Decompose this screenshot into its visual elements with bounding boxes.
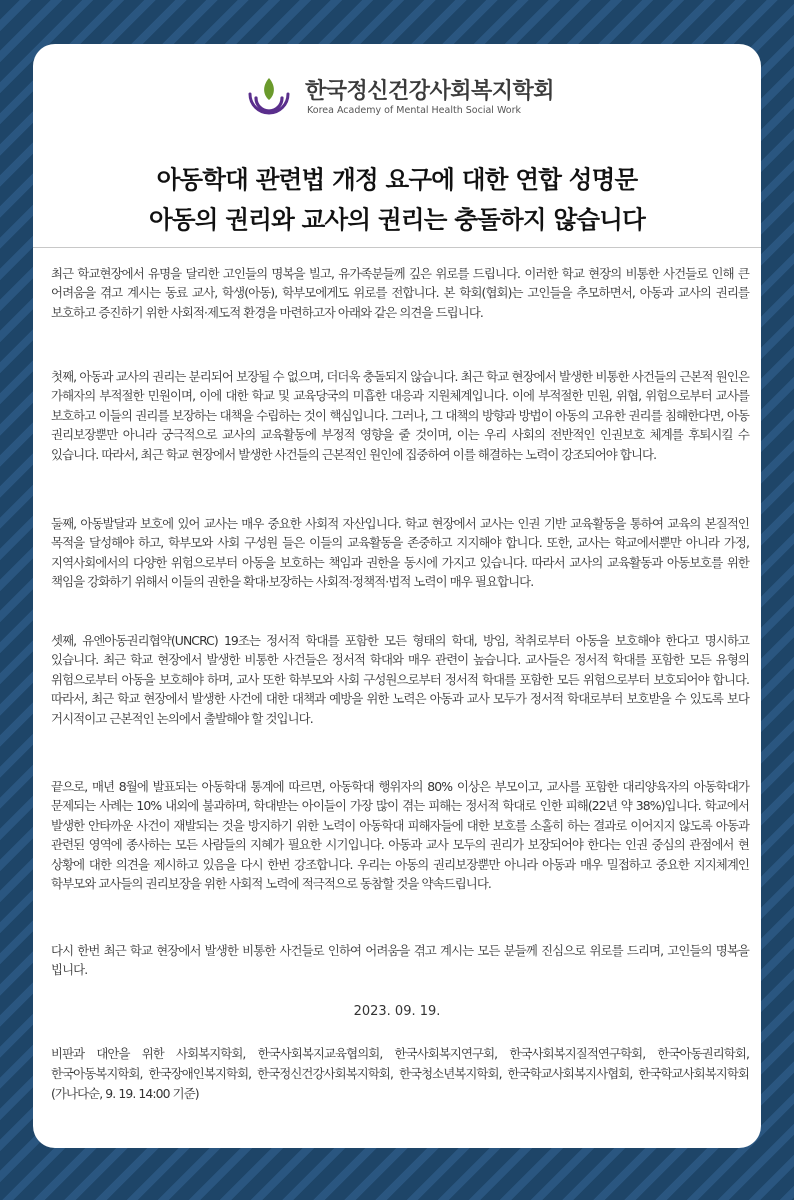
academy-name-korean: 한국정신건강사회복지학회: [305, 79, 555, 104]
paragraph-second: 둘째, 아동발달과 보호에 있어 교사는 매우 중요한 사회적 자산입니다. 학교 현장에서 교사는 인권 기반 교육활동을 통하여 교육의 본질적인 목적을 달성해야 하고, 학부모와 사회 구성원 들은 이들의 교육활동을 존중하고 지지해야 합니다. 또한, 교사는 학교에서뿐만 아니라 가정, 지역사회에서의 다양한 위험으로부터 아동을 보호하는 책임과 권한을 동시에 가지고 있습니다. 따라서 교사의 교육활동과 아동보호를 위한 책임을 강화하기 위해서 이들의 권한을 확대·보장하는 사회적·정책적·법적 노력이 매우 필요합니다.: [51, 516, 749, 590]
paragraph-first: 첫째, 아동과 교사의 권리는 분리되어 보장될 수 없으며, 더더욱 충돌되지 않습니다. 최근 학교 현장에서 발생한 비통한 사건들의 근본적 원인은 가해자의 부적절한 민원이며, 이에 대한 학교 및 교육당국의 미흡한 대응과 지원체계입니다. 이에 부적절한 민원, 위협, 위험으로부터 교사를 보호하고 이들의 권리를 보장하는 대책을 수립하는 것이 핵심입니다. 그러나, 그 대책의 방향과 방법이 아동의 고유한 권리를 침해한다면, 아동 권리보장뿐만 아니라 궁극적으로 교사의 교육활동에 부정적 영향을 줄 것이며, 이는 우리 사회의 전반적인 인권보호 체계를 후퇴시킬 수 있습니다. 따라서, 최근 학교 현장에서 발생한 사건들의 근본적인 원인에 집중하여 이를 해결하는 노력이 강조되어야 합니다.: [51, 369, 749, 462]
statement-title: 아동학대 관련법 개정 요구에 대한 연합 성명문: [156, 165, 638, 194]
title-divider: [33, 247, 761, 248]
paragraph-finally: 끝으로, 매년 8월에 발표되는 아동학대 통계에 따르면, 아동학대 행위자의 80% 이상은 부모이고, 교사를 포함한 대리양육자의 아동학대가 문제되는 사례는 10% 내외에 불과하며, 학대받는 아이들이 가장 많이 겪는 피해는 정서적 학대로 인한 피해(22년 약 38%)입니다. 학교에서 발생한 안타까운 사건이 재발되는 것을 방지하기 위한 노력이 아동학대 피해자들에 대한 보호를 소홀히 하는 결과로 이어지지 않도록 아동과 관련된 영역에 종사하는 모든 사람들의 지혜가 필요한 시기입니다. 아동과 교사 모두의 권리가 보장되어야 한다는 인권 중심의 관점에서 현 상황에 대한 의견을 제시하고 있음을 다시 한번 강조합니다. 우리는 아동의 권리보장뿐만 아니라 아동과 매우 밀접하고 중요한 지지체계인 학부모와 교사들의 권리보장을 위한 사회적 노력에 적극적으로 동참할 것을 약속드립니다.: [51, 779, 749, 892]
paragraph-closing: 다시 한번 최근 학교 현장에서 발생한 비통한 사건들로 인하여 어려움을 겪고 계시는 모든 분들께 진심으로 위로를 드리며, 고인들의 명복을 빕니다.: [51, 943, 749, 978]
statement-date: 2023. 09. 19.: [353, 1004, 441, 1019]
paragraph-third: 셋째, 유엔아동권리협약(UNCRC) 19조는 정서적 학대를 포함한 모든 형태의 학대, 방임, 착취로부터 아동을 보호해야 한다고 명시하고 있습니다. 최근 학교 현장에서 발생한 비통한 사건들은 정서적 학대와 매우 관련이 높습니다. 교사들은 정서적 학대를 포함한 모든 유형의 위험으로부터 아동을 보호해야 하며, 교사 또한 학부모와 사회 구성원으로부터 정서적 학대를 포함한 모든 위험으로부터 보호되어야 합니다. 따라서, 최근 학교 현장에서 발생한 사건에 대한 대책과 예방을 위한 노력은 아동과 교사 모두가 정서적 학대로부터 보호받을 수 있도록 보다 거시적이고 근본적인 논의에서 출발해야 할 것입니다.: [51, 633, 749, 726]
academy-logo: [241, 68, 571, 124]
academy-name-english: Korea Academy of Mental Health Social Work: [307, 105, 522, 116]
statement-subtitle: 아동의 권리와 교사의 권리는 충돌하지 않습니다: [149, 205, 645, 234]
academy-emblem-icon: [241, 68, 297, 124]
paragraph-intro: 최근 학교현장에서 유명을 달리한 고인들의 명복을 빌고, 유가족분들께 깊은 위로를 드립니다. 이러한 학교 현장의 비통한 사건들로 인해 큰 어려움을 겪고 계시는 동료 교사, 학생(아동), 학부모에게도 위로를 전합니다. 본 학회(협회)는 고인들을 추모하면서, 아동과 교사의 권리를 보호하고 증진하기 위한 사회적·제도적 환경을 마련하고자 아래와 같은 의견을 드립니다.: [51, 266, 749, 320]
statement-card: [33, 44, 761, 1148]
signatory-organizations: 비판과 대안을 위한 사회복지학회, 한국사회복지교육협의회, 한국사회복지연구회, 한국사회복지질적연구학회, 한국아동권리학회, 한국아동복지학회, 한국장애인복지학회, 한국정신건강사회복지학회, 한국청소년복지학회, 한국학교사회복지사협회, 한국학교사회복지학회(가나다순, 9. 19. 14:00 기준): [51, 1046, 749, 1101]
